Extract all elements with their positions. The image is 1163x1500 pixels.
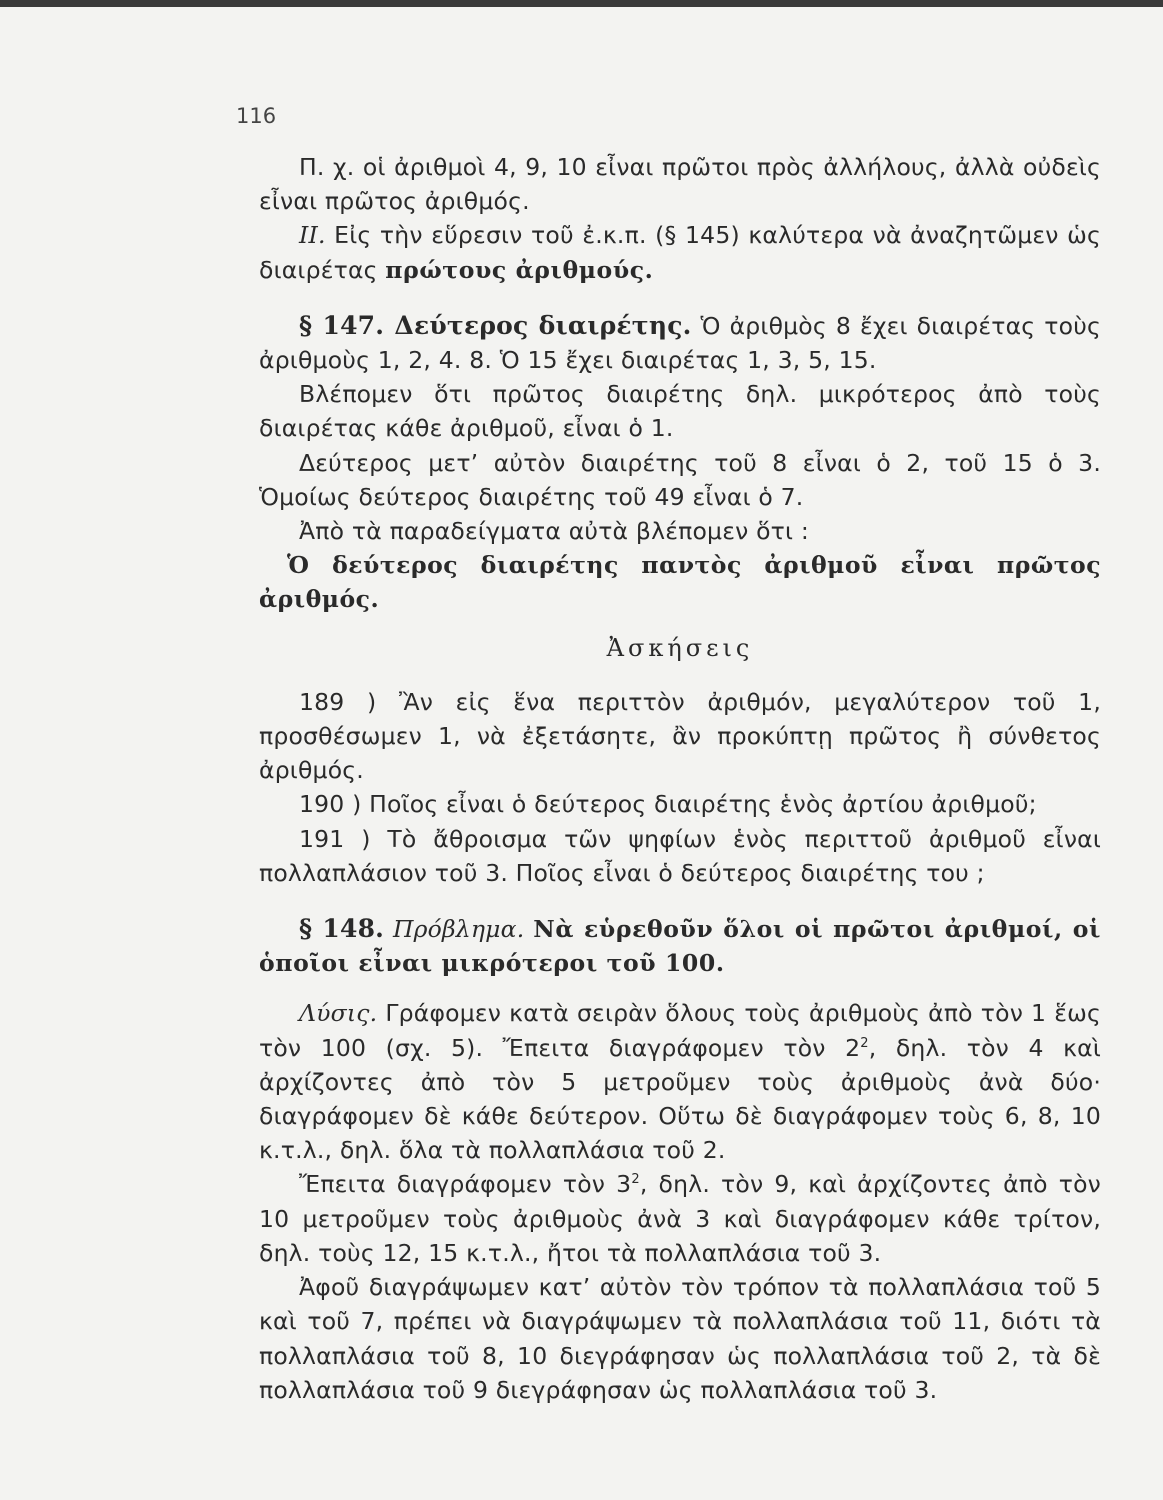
section-148-intro bbox=[259, 912, 1101, 980]
lcm-note-text: Εἰς τὴν εὕρεσιν τοῦ ἐ.κ.π. (§ 145) καλύτερα νὰ ἀναζητῶμεν ὡς διαιρέτας bbox=[259, 221, 1101, 284]
solution-paragraph-3: Ἀφοῦ διαγράψωμεν κατ’ αὐτὸν τὸν τρόπον τὰ πολλαπλάσια τοῦ 5 καὶ τοῦ 7, πρέπει νὰ διαγράψωμεν τὰ πολλαπλάσια τοῦ 11, διότι τὰ πολλαπλάσια τοῦ 8, 10 διεγράφησαν ὡς πολλαπλάσια τοῦ 2, τὰ δὲ πολλαπλάσια τοῦ 9 διεγράφησαν ὡς πολλαπλάσια τοῦ 3. bbox=[259, 1273, 1101, 1404]
solution-paragraph-1 bbox=[259, 996, 1101, 1167]
problem-title: Νὰ εὑρεθοῦν ὅλοι οἱ πρῶτοι ἀριθμοί, οἱ ὁποῖοι εἶναι μικρότεροι τοῦ 100. bbox=[259, 915, 1102, 978]
section-147-intro bbox=[259, 309, 1101, 377]
scan-top-edge bbox=[0, 0, 1163, 7]
section-147-paragraph-4: Ἀπὸ τὰ παραδείγματα αὐτὰ βλέπομεν ὅτι : bbox=[299, 517, 809, 546]
lcm-note-emphasis: πρώτους ἀριθμούς. bbox=[385, 255, 654, 284]
section-147-paragraph-2: Βλέπομεν ὅτι πρῶτος διαιρέτης δηλ. μικρότερος ἀπὸ τοὺς διαιρέτας κάθε ἀριθμοῦ, εἶναι ὁ 1. bbox=[259, 380, 1101, 443]
section-147-heading: § 147. Δεύτερος διαιρέτης. bbox=[299, 310, 692, 340]
exercises-title: Ἀσκήσεις bbox=[606, 633, 754, 662]
solution-text-2b: , δηλ. τὸν 9, καὶ ἀρχίζοντες ἀπὸ τὸν 10 μετροῦμεν τοὺς ἀριθμοὺς ἀνὰ 3 καὶ διαγράφομεν κάθε τρίτον, δηλ. τοὺς 12, 15 κ.τ.λ., ἤτοι τὰ πολλαπλάσια τοῦ 3. bbox=[259, 1170, 1102, 1267]
exercise-191: 191 ) Τὸ ἄθροισμα τῶν ψηφίων ἑνὸς περιττοῦ ἀριθμοῦ εἶναι πολλαπλάσιον τοῦ 3. Ποῖος εἶναι ὁ δεύτερος διαιρέτης του ; bbox=[259, 824, 1101, 887]
superscript-exponent: 2 bbox=[860, 1035, 869, 1051]
problem-label: Πρόβλημα. bbox=[392, 915, 525, 944]
exercise-190: 190 ) Ποῖος εἶναι ὁ δεύτερος διαιρέτης ἑνὸς ἀρτίου ἀριθμοῦ; bbox=[299, 790, 1037, 819]
section-148-heading: § 148. bbox=[299, 914, 385, 944]
solution-text-1b: , δηλ. τὸν 4 καὶ ἀρχίζοντες ἀπὸ τὸν 5 μετροῦμεν τοὺς ἀριθμοὺς ἀνὰ δύο· διαγράφομεν δὲ κάθε δεύτερον. Οὕτω δὲ διαγράφομεν τοὺς 6, 8, 10 κ.τ.λ., δηλ. ὅλα τὰ πολλαπλάσια τοῦ 2. bbox=[259, 1033, 1101, 1165]
solution-label: Λύσις. bbox=[299, 999, 378, 1028]
solution-text-1a: Γράφομεν κατὰ σειρὰν ὅλους τοὺς ἀριθμοὺς ἀπὸ τὸν 1 ἕως τὸν 100 (σχ. 5). Ἔπειτα διαγράφομεν τὸν 2 bbox=[259, 999, 1101, 1062]
solution-text-2a: Ἔπειτα διαγράφομεν τὸν 3 bbox=[299, 1170, 632, 1199]
solution-paragraph-2 bbox=[259, 1167, 1101, 1270]
superscript-exponent: 2 bbox=[631, 1172, 640, 1188]
section-147-paragraph-3: Δεύτερος μετ’ αὐτὸν διαιρέτης τοῦ 8 εἶναι ὁ 2, τοῦ 15 ὁ 3. Ὁμοίως δεύτερος διαιρέτης τοῦ 49 εἶναι ὁ 7. bbox=[259, 448, 1101, 511]
page-number: 116 bbox=[236, 104, 277, 128]
section-147-rule: Ὁ δεύτερος διαιρέτης παντὸς ἀριθμοῦ εἶναι πρῶτος ἀριθμός. bbox=[259, 551, 1101, 614]
section-147-text: Ὁ ἀριθμὸς 8 ἔχει διαιρέτας τοὺς ἀριθμοὺς 1, 2, 4. 8. Ὁ 15 ἔχει διαιρέτας 1, 3, 5, 15. bbox=[259, 311, 1101, 375]
paragraph-lcm-note bbox=[259, 218, 1101, 286]
paragraph-example: Π. χ. οἱ ἀριθμοὶ 4, 9, 10 εἶναι πρῶτοι πρὸς ἀλλήλους, ἀλλὰ οὐδεὶς εἶναι πρῶτος ἀριθμός. bbox=[259, 153, 1101, 216]
exercise-189: 189 ) Ἂν εἰς ἕνα περιττὸν ἀριθμόν, μεγαλύτερον τοῦ 1, προσθέσωμεν 1, νὰ ἐξετάσητε, ἂν προκύπτῃ πρῶτος ἢ σύνθετος ἀριθμός. bbox=[259, 687, 1101, 785]
page-body bbox=[259, 150, 1101, 1407]
roman-numeral-label: ΙΙ. bbox=[299, 221, 326, 250]
